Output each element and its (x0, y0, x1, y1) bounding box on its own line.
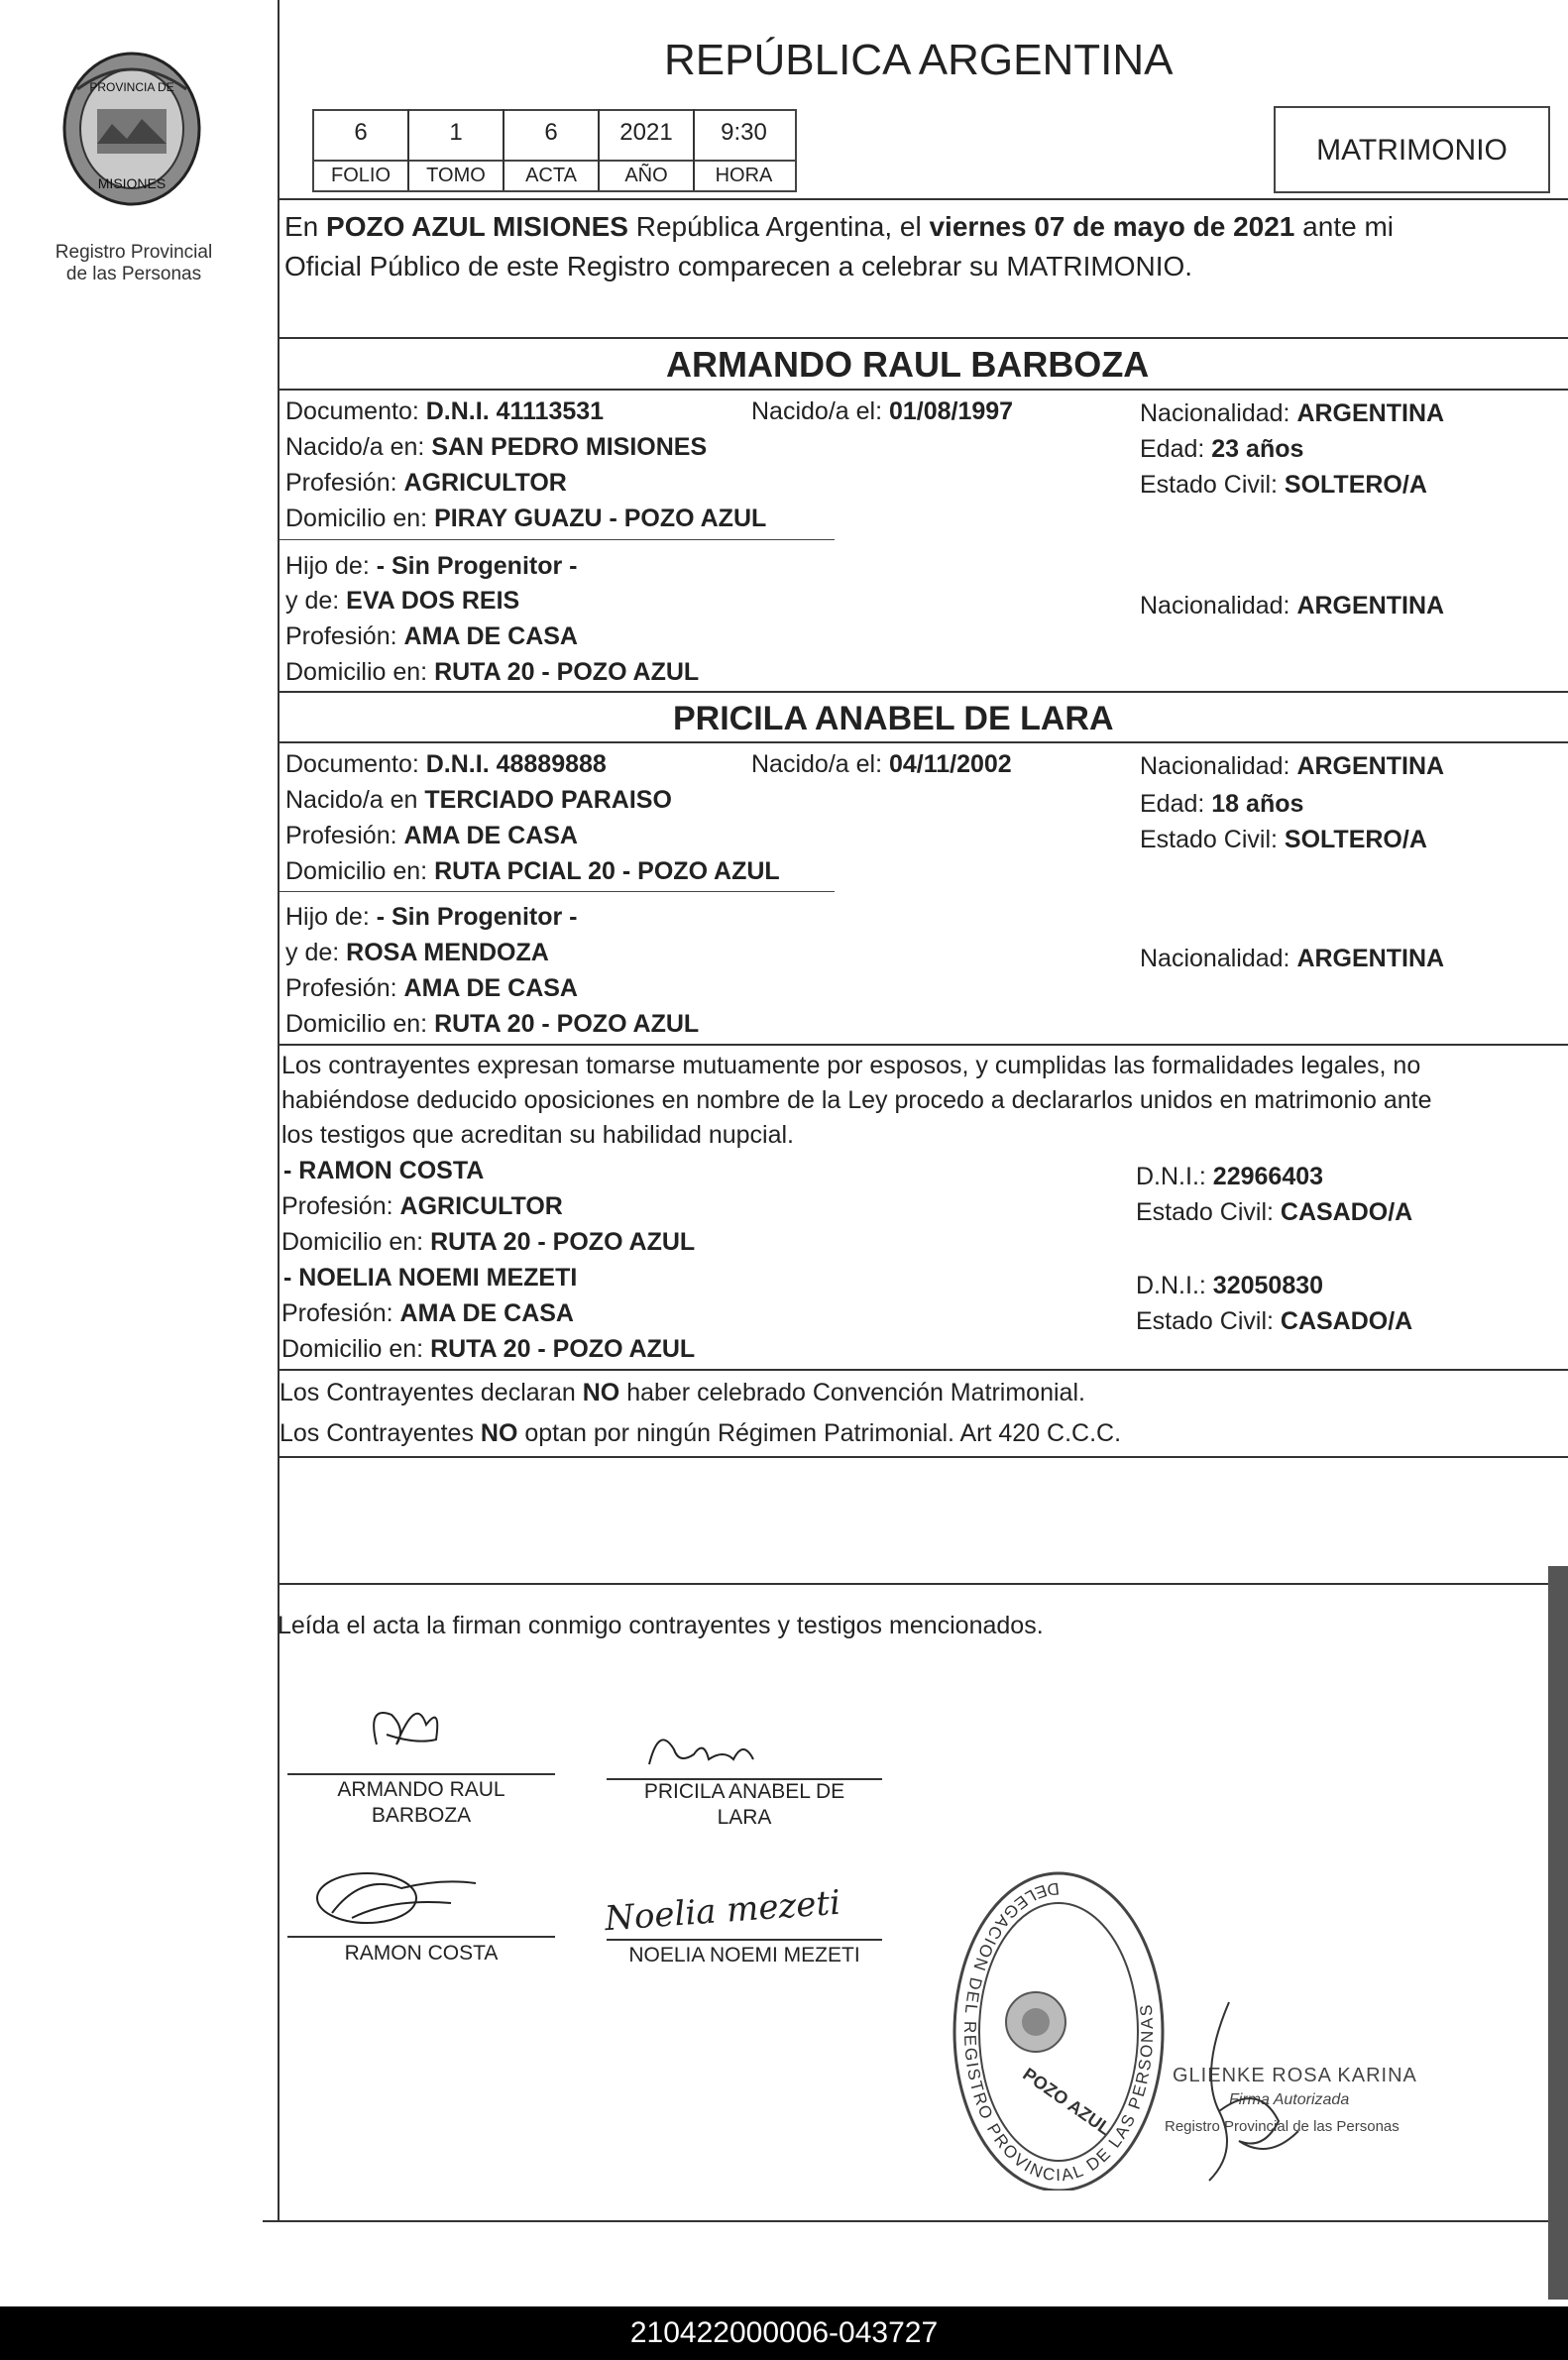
bride-mother: y de: ROSA MENDOZA (285, 939, 549, 966)
declaration-line2: habiéndose deducido oposiciones en nombre de la Ley procedo a declararlos unidos en matrimonio ante (281, 1086, 1432, 1114)
bride-birthplace: Nacido/a en TERCIADO PARAISO (285, 786, 672, 814)
convention-line1: Los Contrayentes declaran NO haber celebrado Convención Matrimonial. (280, 1379, 1085, 1406)
logo-caption-line1: Registro Provincial (55, 242, 213, 263)
anio-value: 2021 (619, 119, 673, 146)
convention-line2: Los Contrayentes NO optan por ningún Régimen Patrimonial. Art 420 C.C.C. (280, 1419, 1122, 1447)
hora-label: HORA (715, 165, 773, 186)
province-seal-logo (57, 50, 206, 208)
bride-parents-divider (280, 891, 835, 892)
groom-document: Documento: D.N.I. 41113531 (285, 397, 605, 425)
notes-bottom-divider (280, 1583, 1568, 1585)
signature-pricila-scribble (639, 1720, 768, 1779)
bride-birth-date: Nacido/a el: 04/11/2002 (751, 750, 1012, 778)
scan-edge-shadow (1548, 1566, 1568, 2300)
declaration-line3: los testigos que acreditan su habilidad nupcial. (281, 1121, 795, 1149)
document-frame-bottom (263, 2220, 1568, 2222)
closing-statement: Leída el acta la firman conmigo contrayentes y testigos mencionados. (278, 1612, 1044, 1639)
witness-1-name: - RAMON COSTA (283, 1157, 485, 1184)
intro-line1: En POZO AZUL MISIONES República Argentina, el viernes 07 de mayo de 2021 ante mi (284, 211, 1394, 242)
signature-armando-label: ARMANDO RAUL BARBOZA (337, 1778, 505, 1827)
witness-2-address: Domicilio en: RUTA 20 - POZO AZUL (281, 1335, 696, 1363)
bride-name-underline (280, 741, 1568, 743)
bride-age: Edad: 18 años (1140, 790, 1304, 818)
witness-2-civil-status: Estado Civil: CASADO/A (1136, 1307, 1413, 1335)
signature-noelia-handwriting: Noelia mezeti (603, 1882, 842, 1940)
witness-2-name: - NOELIA NOEMI MEZETI (283, 1264, 578, 1292)
bride-document: Documento: D.N.I. 48889888 (285, 750, 607, 778)
bride-civil-status: Estado Civil: SOLTERO/A (1140, 826, 1427, 853)
declaration-line1: Los contrayentes expresan tomarse mutuamente por esposos, y cumplidas las formalidades legales, no (281, 1052, 1421, 1079)
folio-value: 6 (354, 119, 368, 146)
signature-noelia-label: NOELIA NOEMI MEZETI (628, 1944, 860, 1967)
signature-ramon-label: RAMON COSTA (344, 1942, 499, 1965)
official-title: Firma Autorizada (1229, 2091, 1350, 2108)
celebration-date: viernes 07 de mayo de 2021 (929, 211, 1295, 242)
groom-name: ARMANDO RAUL BARBOZA (666, 344, 1150, 385)
bride-section-divider (280, 691, 1568, 693)
svg-text:POZO AZUL: POZO AZUL (1019, 2064, 1115, 2139)
groom-birth-date: Nacido/a el: 01/08/1997 (751, 397, 1014, 425)
acta-value: 6 (544, 119, 558, 146)
bride-father: Hijo de: - Sin Progenitor - (285, 903, 578, 931)
bride-address: Domicilio en: RUTA PCIAL 20 - POZO AZUL (285, 857, 780, 885)
signature-pricila-label: PRICILA ANABEL DE LARA (643, 1780, 845, 1829)
groom-name-underline (280, 389, 1568, 391)
witness-2-profession: Profesión: AMA DE CASA (281, 1299, 574, 1327)
witness-1-civil-status: Estado Civil: CASADO/A (1136, 1198, 1413, 1226)
official-name: GLIENKE ROSA KARINA (1173, 2065, 1417, 2086)
tomo-value: 1 (449, 119, 463, 146)
witness-1-address: Domicilio en: RUTA 20 - POZO AZUL (281, 1228, 696, 1256)
groom-age: Edad: 23 años (1140, 435, 1304, 463)
signature-armando-scribble (357, 1685, 456, 1764)
act-type-label: MATRIMONIO (1316, 134, 1508, 167)
groom-profession: Profesión: AGRICULTOR (285, 469, 567, 497)
groom-parents-divider (280, 539, 835, 540)
logo-caption (30, 242, 238, 285)
witness-1-profession: Profesión: AGRICULTOR (281, 1192, 563, 1220)
bride-mother-profession: Profesión: AMA DE CASA (285, 974, 578, 1002)
notes-top-divider (280, 1456, 1568, 1458)
groom-mother-profession: Profesión: AMA DE CASA (285, 622, 578, 650)
logo-caption-line2: de las Personas (65, 264, 202, 284)
declaration-divider (280, 1044, 1568, 1046)
header-divider (280, 198, 1568, 200)
celebration-place: POZO AZUL MISIONES (326, 211, 628, 242)
document-frame-left (278, 0, 280, 2222)
bride-nationality: Nacionalidad: ARGENTINA (1140, 752, 1445, 780)
bride-mother-address: Domicilio en: RUTA 20 - POZO AZUL (285, 1010, 700, 1038)
groom-mother-nationality: Nacionalidad: ARGENTINA (1140, 592, 1445, 619)
witness-2-dni: D.N.I.: 32050830 (1136, 1272, 1324, 1299)
folio-label: FOLIO (330, 165, 391, 186)
groom-section-divider (280, 337, 1568, 339)
anio-label: AÑO (624, 165, 668, 186)
groom-father: Hijo de: - Sin Progenitor - (285, 552, 578, 580)
hora-value: 9:30 (721, 119, 767, 146)
groom-address: Domicilio en: PIRAY GUAZU - POZO AZUL (285, 505, 767, 532)
official-signature-scribble (1170, 1992, 1308, 2191)
groom-mother-address: Domicilio en: RUTA 20 - POZO AZUL (285, 658, 700, 686)
groom-civil-status: Estado Civil: SOLTERO/A (1140, 471, 1427, 499)
tomo-label: TOMO (426, 165, 486, 186)
bride-mother-nationality: Nacionalidad: ARGENTINA (1140, 945, 1445, 972)
groom-nationality: Nacionalidad: ARGENTINA (1140, 399, 1445, 427)
document-code-footer: 210422000006-043727 (0, 2306, 1568, 2360)
official-organization: Registro Provincial de las Personas (1165, 2118, 1400, 2135)
bride-name: PRICILA ANABEL DE LARA (673, 700, 1114, 737)
intro-line2: Oficial Público de este Registro comparecen a celebrar su MATRIMONIO. (284, 251, 1193, 281)
witness-1-dni: D.N.I.: 22966403 (1136, 1163, 1324, 1190)
groom-mother: y de: EVA DOS REIS (285, 587, 520, 615)
signature-ramon-scribble (302, 1858, 486, 1938)
groom-birthplace: Nacido/a en: SAN PEDRO MISIONES (285, 433, 708, 461)
official-stamp (945, 1854, 1173, 2191)
svg-text:DELEGACION DEL REGISTRO PROVIN: DELEGACION DEL REGISTRO PROVINCIAL DE LAS PERSONAS (959, 1878, 1158, 2186)
country-title: REPÚBLICA ARGENTINA (664, 36, 1174, 84)
svg-text:PROVINCIA DE: PROVINCIA DE (89, 80, 174, 94)
convention-divider (280, 1369, 1568, 1371)
bride-profession: Profesión: AMA DE CASA (285, 822, 578, 849)
svg-text:MISIONES: MISIONES (97, 175, 167, 191)
acta-label: ACTA (525, 165, 577, 186)
